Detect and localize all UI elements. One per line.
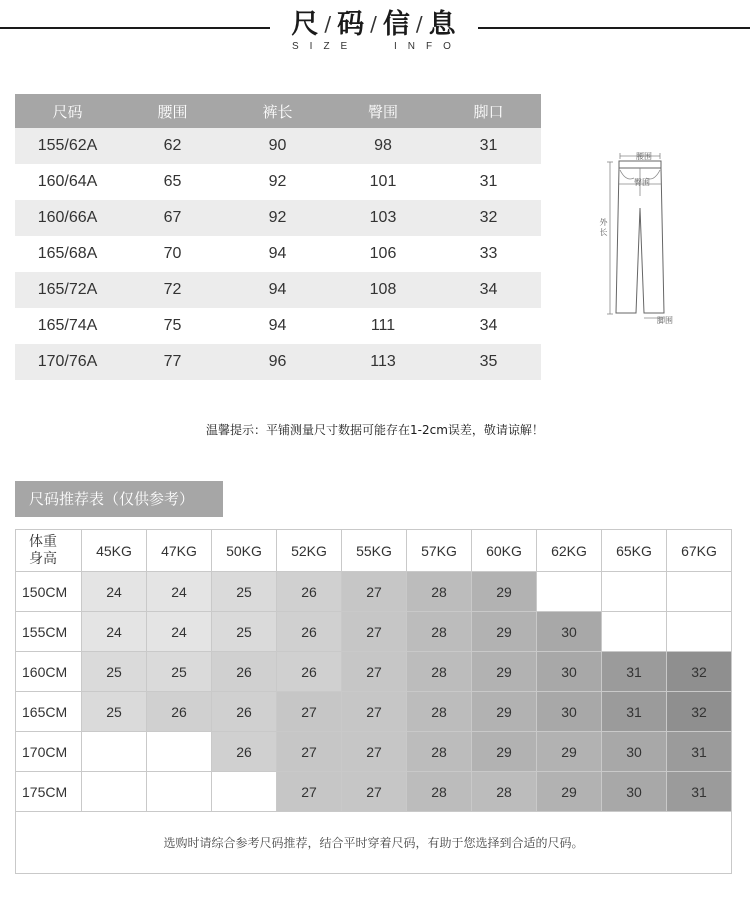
recommend-size-cell: 26: [147, 692, 212, 732]
cell-size: 170/76A: [15, 344, 120, 380]
cell-waist: 77: [120, 344, 225, 380]
cell-hem: 34: [436, 272, 541, 308]
corner-cell: [16, 530, 82, 572]
cell-length: 90: [225, 128, 330, 164]
cell-size: 155/62A: [15, 128, 120, 164]
recommend-size-cell: 28: [407, 652, 472, 692]
recommend-size-cell: 28: [407, 772, 472, 812]
recommend-size-cell: 32: [667, 692, 732, 732]
recommend-size-cell: 32: [667, 652, 732, 692]
weight-header: 62KG: [537, 530, 602, 572]
weight-header: 55KG: [342, 530, 407, 572]
size-table-row: [15, 164, 541, 200]
pants-diagram: [590, 148, 700, 328]
recommend-size-cell: 25: [212, 572, 277, 612]
recommend-size-cell: [667, 612, 732, 652]
cell-length: 94: [225, 308, 330, 344]
cell-waist: 67: [120, 200, 225, 236]
diagram-hem-label: 脚围: [657, 316, 673, 325]
recommend-size-cell: 28: [407, 612, 472, 652]
page-title: [270, 2, 478, 41]
recommend-size-cell: 24: [147, 572, 212, 612]
title-char: 息: [428, 9, 457, 40]
header-rule-left: [0, 27, 270, 29]
title-separator: /: [324, 12, 333, 36]
weight-header: 60KG: [472, 530, 537, 572]
cell-hem: 31: [436, 128, 541, 164]
recommend-size-cell: 26: [212, 732, 277, 772]
cell-waist: 62: [120, 128, 225, 164]
height-header: 170CM: [16, 732, 82, 772]
cell-hem: 33: [436, 236, 541, 272]
subtitle-word-size: SIZE: [292, 41, 359, 52]
recommend-size-cell: 29: [472, 732, 537, 772]
recommend-size-cell: [602, 572, 667, 612]
recommend-size-cell: 28: [407, 732, 472, 772]
size-table-row: [15, 344, 541, 380]
recommend-size-cell: 29: [472, 572, 537, 612]
recommend-size-cell: 27: [342, 732, 407, 772]
diagram-length-label: 外长: [599, 218, 608, 237]
height-header: 155CM: [16, 612, 82, 652]
cell-size: 160/64A: [15, 164, 120, 200]
corner-height-label: 身高: [29, 550, 57, 567]
size-table-row: [15, 200, 541, 236]
recommend-size-cell: 27: [277, 772, 342, 812]
recommend-size-cell: 27: [277, 732, 342, 772]
recommend-size-cell: 25: [147, 652, 212, 692]
recommend-size-cell: 26: [277, 652, 342, 692]
title-char: 尺: [291, 9, 320, 40]
recommend-size-cell: 30: [602, 772, 667, 812]
height-header: 160CM: [16, 652, 82, 692]
recommend-size-cell: 31: [667, 772, 732, 812]
recommend-size-cell: 25: [82, 692, 147, 732]
cell-size: 165/68A: [15, 236, 120, 272]
cell-hip: 103: [330, 200, 436, 236]
pants-outline-icon: [590, 148, 700, 328]
title-separator: /: [415, 12, 424, 36]
recommend-row: [16, 572, 732, 612]
recommend-size-cell: 29: [537, 772, 602, 812]
header-length: 裤长: [225, 94, 330, 128]
weight-header: 67KG: [667, 530, 732, 572]
recommend-size-cell: [602, 612, 667, 652]
recommend-size-cell: 26: [277, 572, 342, 612]
recommend-size-cell: [82, 732, 147, 772]
recommend-size-cell: 28: [472, 772, 537, 812]
weight-header: 57KG: [407, 530, 472, 572]
recommend-size-cell: 29: [472, 692, 537, 732]
header-size: 尺码: [15, 94, 120, 128]
corner-weight-label: 体重: [29, 533, 57, 550]
recommend-size-cell: 24: [82, 572, 147, 612]
cell-length: 96: [225, 344, 330, 380]
recommend-row: [16, 772, 732, 812]
recommend-size-cell: 30: [537, 652, 602, 692]
weight-header: 52KG: [277, 530, 342, 572]
header-hip: 臀围: [330, 94, 436, 128]
cell-hem: 35: [436, 344, 541, 380]
recommend-size-cell: 31: [602, 652, 667, 692]
size-info-table: [15, 94, 541, 380]
cell-size: 165/72A: [15, 272, 120, 308]
cell-hip: 106: [330, 236, 436, 272]
recommend-size-cell: 30: [537, 612, 602, 652]
recommend-size-cell: 24: [147, 612, 212, 652]
recommend-row: [16, 652, 732, 692]
size-recommend-table: [15, 529, 732, 874]
cell-hem: 31: [436, 164, 541, 200]
recommend-header-row: [16, 530, 732, 572]
recommend-size-cell: 28: [407, 572, 472, 612]
recommend-row: [16, 692, 732, 732]
cell-length: 92: [225, 200, 330, 236]
size-table-row: [15, 128, 541, 164]
recommend-size-cell: [147, 732, 212, 772]
weight-header: 50KG: [212, 530, 277, 572]
header-hem: 脚口: [436, 94, 541, 128]
recommend-size-cell: 29: [472, 612, 537, 652]
diagram-hip-label: 臀围: [634, 178, 650, 187]
recommend-row: [16, 732, 732, 772]
diagram-waist-label: 腰围: [636, 152, 652, 161]
title-separator: /: [370, 12, 378, 36]
cell-length: 92: [225, 164, 330, 200]
cell-waist: 72: [120, 272, 225, 308]
header-rule-right: [478, 27, 750, 29]
recommend-size-cell: [667, 572, 732, 612]
recommend-size-cell: [537, 572, 602, 612]
cell-length: 94: [225, 272, 330, 308]
recommend-size-cell: 25: [212, 612, 277, 652]
recommend-size-cell: 27: [277, 692, 342, 732]
weight-header: 45KG: [82, 530, 147, 572]
recommend-size-cell: [82, 772, 147, 812]
cell-waist: 70: [120, 236, 225, 272]
recommend-size-cell: [147, 772, 212, 812]
size-table-row: [15, 308, 541, 344]
recommend-size-cell: 26: [277, 612, 342, 652]
cell-hip: 98: [330, 128, 436, 164]
recommend-size-cell: 26: [212, 652, 277, 692]
height-header: 175CM: [16, 772, 82, 812]
size-table-row: [15, 236, 541, 272]
height-header: 165CM: [16, 692, 82, 732]
cell-hem: 32: [436, 200, 541, 236]
measurement-note: 温馨提示：平铺测量尺寸数据可能存在1-2cm误差，敬请谅解！: [206, 423, 544, 437]
size-table-header-row: [15, 94, 541, 128]
cell-hip: 101: [330, 164, 436, 200]
title-char: 信: [382, 9, 411, 40]
weight-header: 47KG: [147, 530, 212, 572]
recommend-row: [16, 612, 732, 652]
cell-size: 160/66A: [15, 200, 120, 236]
recommend-tag: 尺码推荐表（仅供参考）: [15, 481, 223, 517]
subtitle-word-info: INFO: [394, 41, 462, 52]
recommend-size-cell: 27: [342, 612, 407, 652]
recommend-size-cell: 29: [537, 732, 602, 772]
recommend-size-cell: 24: [82, 612, 147, 652]
recommend-size-cell: 31: [602, 692, 667, 732]
cell-size: 165/74A: [15, 308, 120, 344]
recommend-size-cell: 26: [212, 692, 277, 732]
size-table-row: [15, 272, 541, 308]
recommend-size-cell: 28: [407, 692, 472, 732]
recommend-size-cell: 25: [82, 652, 147, 692]
recommend-size-cell: 27: [342, 572, 407, 612]
cell-waist: 65: [120, 164, 225, 200]
cell-hip: 113: [330, 344, 436, 380]
recommend-size-cell: 27: [342, 692, 407, 732]
recommend-footer-row: [16, 812, 732, 874]
recommend-size-cell: 27: [342, 772, 407, 812]
recommend-footer-note: 选购时请综合参考尺码推荐，结合平时穿着尺码，有助于您选择到合适的尺码。: [16, 812, 732, 874]
recommend-size-cell: 30: [537, 692, 602, 732]
cell-hip: 108: [330, 272, 436, 308]
cell-waist: 75: [120, 308, 225, 344]
cell-hip: 111: [330, 308, 436, 344]
header-waist: 腰围: [120, 94, 225, 128]
height-header: 150CM: [16, 572, 82, 612]
cell-hem: 34: [436, 308, 541, 344]
cell-length: 94: [225, 236, 330, 272]
recommend-size-cell: 31: [667, 732, 732, 772]
recommend-size-cell: 30: [602, 732, 667, 772]
recommend-size-cell: [212, 772, 277, 812]
weight-header: 65KG: [602, 530, 667, 572]
recommend-size-cell: 29: [472, 652, 537, 692]
title-char: 码: [337, 9, 366, 40]
recommend-size-cell: 27: [342, 652, 407, 692]
